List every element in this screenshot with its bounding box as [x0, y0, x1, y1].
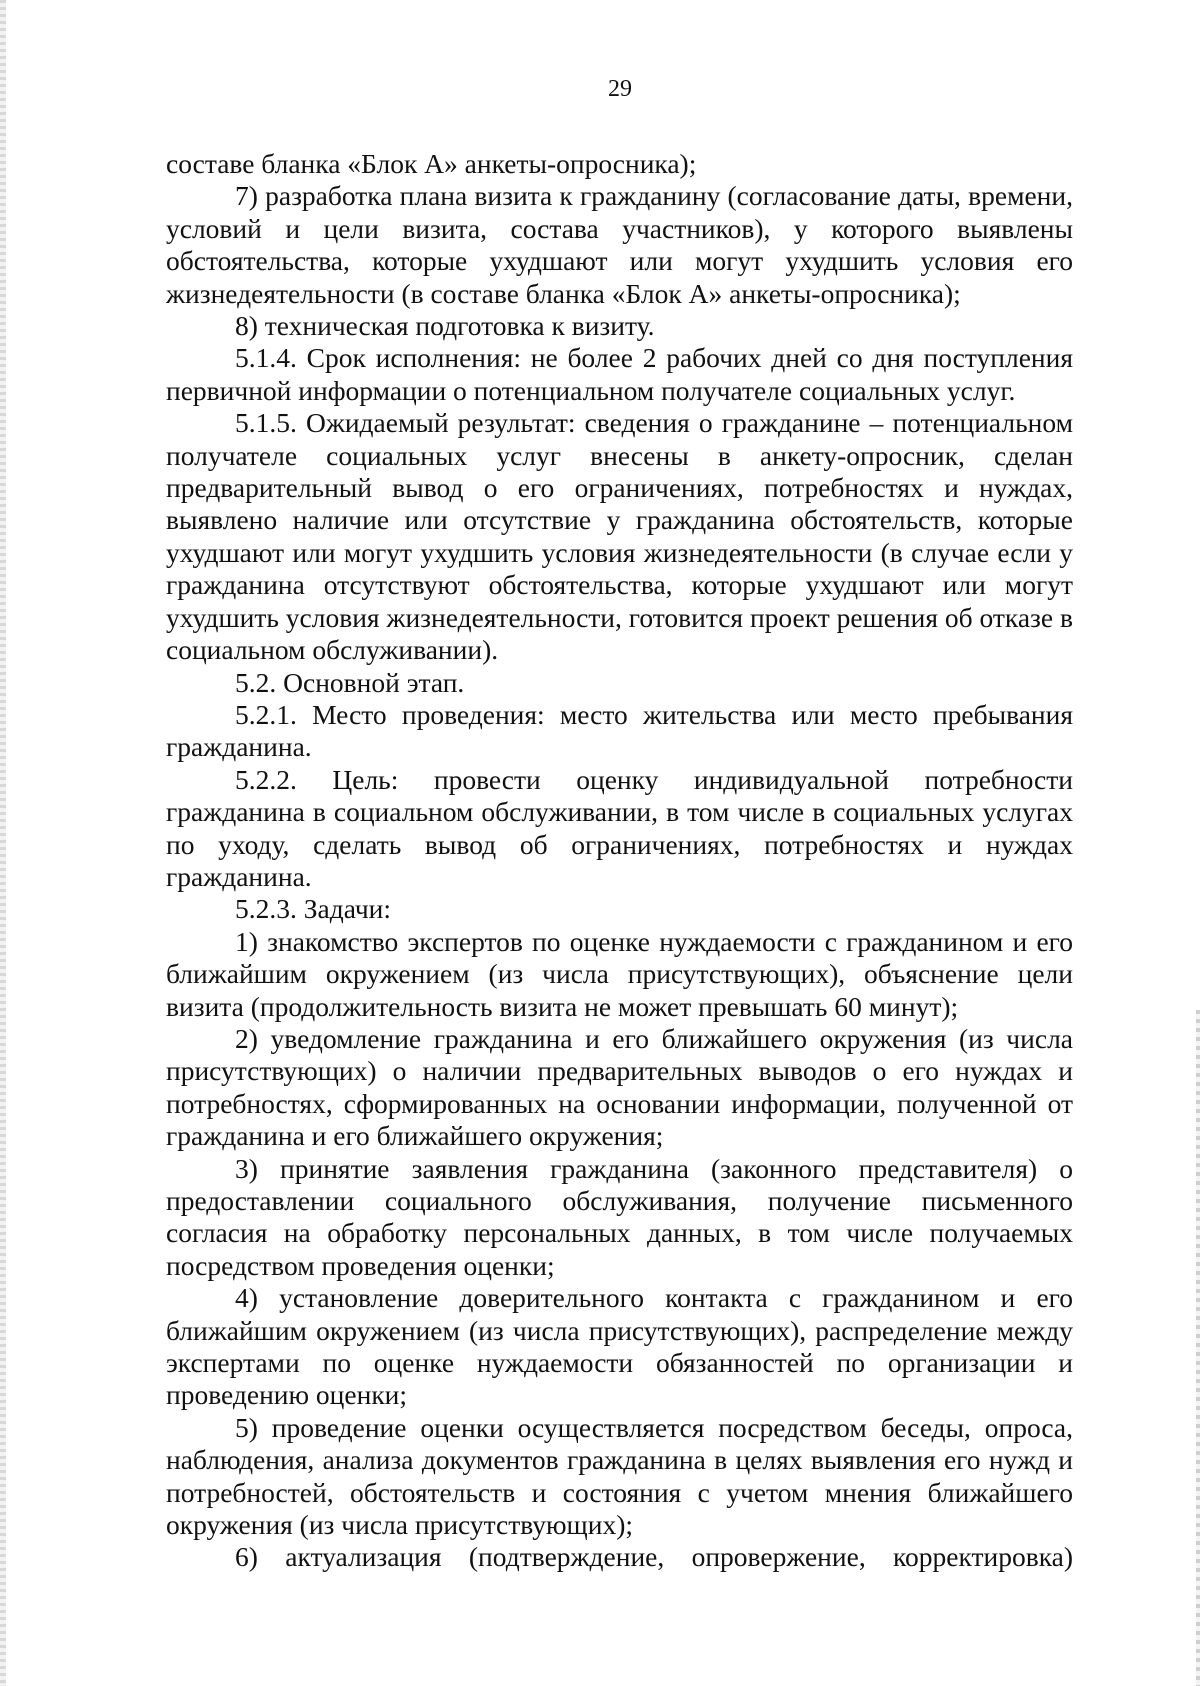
page-number: 29 — [608, 76, 632, 102]
paragraph-item-7: 7) разработка плана визита к гражданину (согласование даты, времени, условий и цели визита, состава участников), у которого выявлены обстоятельства, которые ухудшают или могут ухудшить условия его жизнедеятельности (в составе бланка «Блок А» анкеты-опросника); — [166, 180, 1073, 309]
paragraph-5-2-3-heading: 5.2.3. Задачи: — [235, 893, 392, 925]
scan-edge-right — [1196, 1010, 1200, 1686]
paragraph-task-6: 6) актуализация (подтверждение, опровержение, корректировка) — [235, 1541, 1073, 1573]
paragraph-task-1: 1) знакомство экспертов по оценке нуждаемости с гражданином и его ближайшим окружением (из числа присутствующих), объяснение цели визита (продолжительность визита не может превышать 60 минут); — [166, 925, 1073, 1022]
paragraph-task-3: 3) принятие заявления гражданина (законного представителя) о предоставлении социального обслуживания, получение письменного согласия на обработку персональных данных, в том числе получаемых посредством проведения оценки; — [166, 1152, 1073, 1281]
paragraph-item-8: 8) техническая подготовка к визиту. — [235, 310, 655, 342]
paragraph-task-2: 2) уведомление гражданина и его ближайшего окружения (из числа присутствующих) о наличии предварительных выводов о его нуждах и потребностях, сформированных на основании информации, полученной от гражданина и его ближайшего окружения; — [166, 1022, 1073, 1152]
paragraph-5-2-heading: 5.2. Основной этап. — [235, 666, 465, 698]
document-body — [166, 148, 1073, 1574]
paragraph-task-4: 4) установление доверительного контакта с гражданином и его ближайшим окружением (из числа присутствующих), распределение между экспертами по оценке нуждаемости обязанностей по организации и проведению оценки; — [166, 1282, 1073, 1411]
paragraph-continuation: составе бланка «Блок А» анкеты-опросника); — [166, 148, 697, 179]
paragraph-5-1-5: 5.1.5. Ожидаемый результат: сведения о гражданине – потенциальном получателе социальных услуг внесены в анкету-опросник, сделан предварительный вывод о его ограничениях, потребностях и нуждах, выявлено наличие или отсутствие у гражданина обстоятельств, которые ухудшают или могут ухудшить условия жизнедеятельности (в случае если у гражданина отсутствуют обстоятельства, которые ухудшают или могут ухудшить условия жизнедеятельности, готовится проект решения об отказе в социальном обслуживании). — [166, 407, 1073, 666]
paragraph-5-2-1: 5.2.1. Место проведения: место жительства или место пребывания гражданина. — [166, 698, 1073, 763]
paragraph-5-1-4: 5.1.4. Срок исполнения: не более 2 рабочих дней со дня поступления первичной информации о потенциальном получателе социальных услуг. — [166, 342, 1073, 406]
paragraph-5-2-2: 5.2.2. Цель: провести оценку индивидуальной потребности гражданина в социальном обслуживании, в том числе в социальных услугах по уходу, сделать вывод об ограничениях, потребностях и нуждах гражданина. — [166, 763, 1073, 892]
scan-edge-left — [0, 0, 6, 1686]
paragraph-task-5: 5) проведение оценки осуществляется посредством беседы, опроса, наблюдения, анализа документов гражданина в целях выявления его нужд и потребностей, обстоятельств и состояния с учетом мнения ближайшего окружения (из числа присутствующих); — [166, 1411, 1073, 1541]
